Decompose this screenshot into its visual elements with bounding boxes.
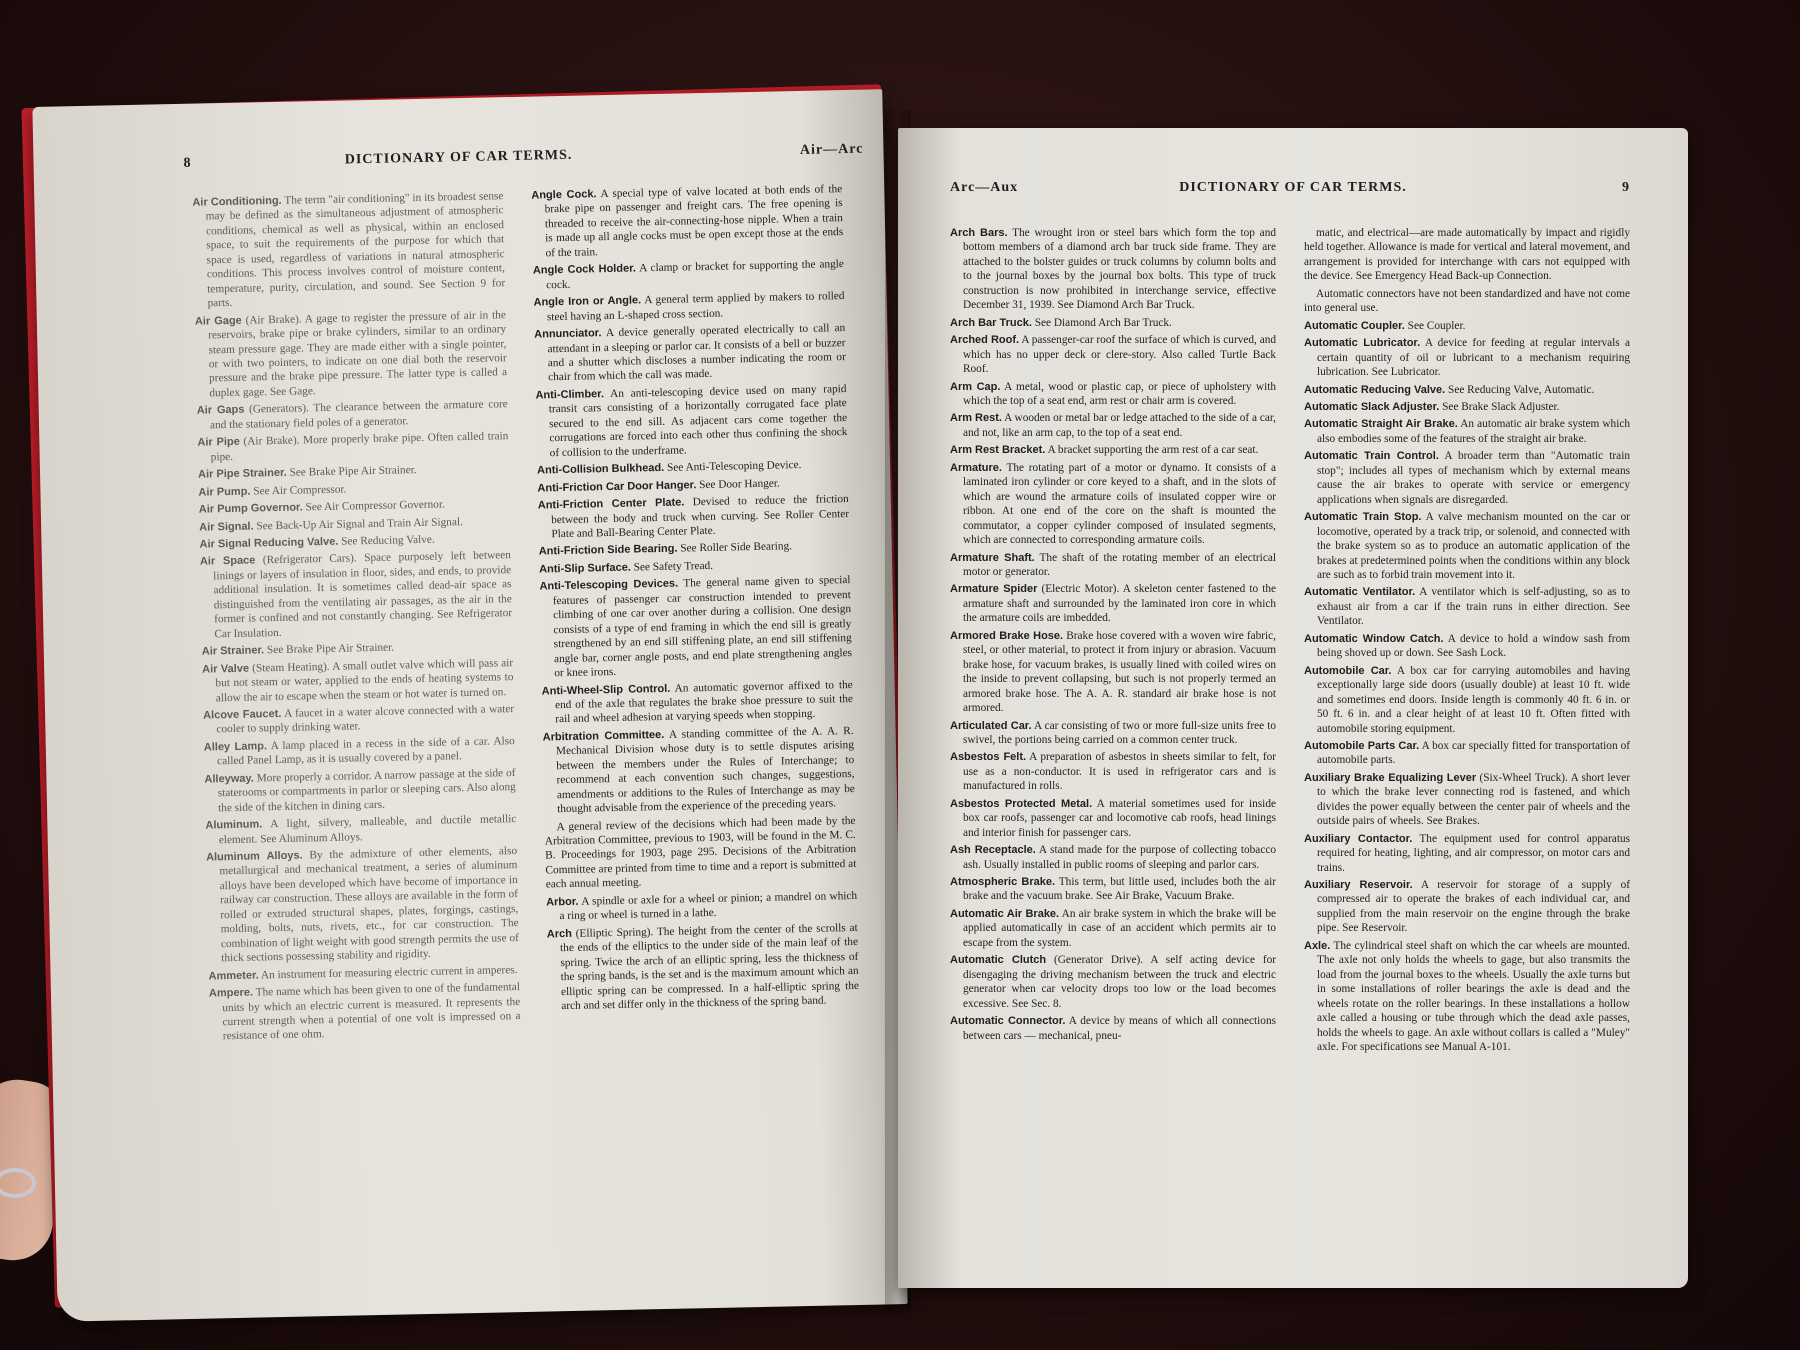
entry-definition: See Diamond Arch Bar Truck. [1034,316,1172,329]
entry-definition: An instrument for measuring electric current in amperes. [260,963,518,982]
dictionary-entry [950,907,1276,950]
entry-definition: (Generator Drive). A self acting device for disengaging the driving mechanism between the truck and electric generator when car velocity drops too low or the load becomes excessive. See Sec. 8. [963,954,1277,1010]
entry-definition: A stand made for the purpose of collecting tobacco ash. Usually installed in public rooms of sleeping and parlor cars. [963,844,1277,871]
entry-definition: A material sometimes used for inside box car roofs, passenger car and locomotive cab roofs, head linings and interior finish for passenger cars. [963,797,1276,839]
dictionary-entry [1304,226,1630,284]
dictionary-entry [1304,739,1630,768]
entry-definition: A wooden or metal bar or ledge attached to the side of a car, and not, like an arm cap, to the top of a seat end. [963,412,1276,439]
entry-definition: The name which has been given to one of the fundamental units by which an electric current is measured. It represents the current strength when a potential of one volt is impressed on a resistance of one ohm. [222,981,521,1043]
dictionary-entry [535,382,847,461]
entry-definition: (Six-Wheel Truck). A short lever to which the brake lever connecting rod is fastened, and which divides the power equally between the center pair of wheels and the outside pairs of wheels. See Brakes. [1317,771,1630,828]
dictionary-entry [205,812,517,847]
entry-term: Air Conditioning. [192,194,282,209]
entry-definition: See Back-Up Air Signal and Train Air Signal. [256,515,463,532]
entry-definition: A metal, wood or plastic cap, or piece of upholstery with which the top of a seat end, arm rest or chair arm is covered. [963,380,1277,407]
dictionary-entry [950,333,1276,376]
entry-definition: (Air Brake). More properly brake pipe. Often called train pipe. [210,430,509,464]
entry-definition: A bracket supporting the arm rest of a car seat. [1047,444,1259,457]
dictionary-entry [950,797,1276,840]
entry-definition: A passenger-car roof the surface of which is curved, and which has no upper deck or clere-story. Also called Turtle Back Roof. [963,334,1277,376]
entry-term: Air Pump Governor. [198,501,303,516]
entry-definition: More properly a corridor. A narrow passage at the side of staterooms or compartments in parlor or sleeping cars. Also along the side of the kitchen in dining cars. [217,766,516,814]
entry-term: Arbitration Committee. [542,728,665,744]
entry-definition: A box car for carrying automobiles and having exceptionally large side doors (usually double) at least 10 ft. wide and sometimes end doors. Inside length is commonly 40 ft. 6 in. or 50 ft. 6 in. and a clear height of at least 10 ft. Often fitted with automobile storing equipment. [1317,664,1631,735]
entry-term: Alcove Faucet. [203,707,282,722]
entry-term: Angle Cock. [531,188,597,202]
dictionary-entry [543,724,856,817]
entry-term: Air Signal Reducing Valve. [199,535,339,551]
dictionary-entry [1304,287,1630,316]
dictionary-entry [950,582,1276,625]
dictionary-entry [1304,319,1630,333]
entry-term: Armored Brake Hose. [950,629,1064,642]
entry-term: Ammeter. [208,969,259,983]
dictionary-entry [950,411,1276,440]
entry-term: Automatic Clutch [950,954,1047,967]
dictionary-entry [1304,585,1630,628]
left-page [32,89,907,1322]
dictionary-entry [1304,939,1630,1055]
entry-definition: A preparation of asbestos in sheets similar to felt, for use as a non-conductor. It is used in refrigerator cars and is manufactured in rolls. [963,751,1277,793]
entry-definition: A standing committee of the A. A. R. Mechanical Division whose duty is to settle disputes arising between the members under the Rules of Interchange; to recommend at each convention such changes, suggestions, amendments or additions to the Rules of Interchange as may be thought advisable from the experience of the preceding years. [555,724,855,816]
entry-definition: (Air Brake). A gage to register the pressure of air in the reservoirs, brake pipe or brake cylinders, similar to an ordinary steam pressure gage. They are made either with a single pointer, or with two pointers, to indicate on one dial both the reservoir pressure and the brake pipe pressure. The latter type is called a duplex gage. See Gage. [208,308,508,400]
entry-definition: See Anti-Telescoping Device. [666,459,802,474]
entry-term: Air Gaps [196,404,245,417]
entry-term: Arched Roof. [950,334,1020,347]
entry-definition: (Refrigerator Cars). Space purposely left between linings or layers of insulation in floor, sides, and ends, to provide additional insulation. It is sometimes called dead-air space as distinguished from the ventilating air passages, as the air in the former is confined and not constantly changing. See Refrigerator Car Insulation. [213,549,513,641]
dictionary-entry [1304,878,1630,936]
dictionary-entry [197,397,509,432]
dictionary-entry [192,189,505,311]
entry-term: Auxiliary Contactor. [1304,832,1413,845]
entry-definition: Devised to reduce the friction between the body and truck when curving. See Roller Center Plate and Ball-Bearing Center Plate. [551,493,850,541]
entry-definition: A device generally operated electrically to call an attendant in a sleeping or parlor car. It consists of a bell or buzzer and a shutter which discloses a number indicating the room or chair from which the call was made. [547,322,846,384]
entry-definition: A spindle or axle for a wheel or pinion; a mandrel on which a ring or wheel is turned in a lathe. [559,889,858,923]
entry-definition: The term "air conditioning" in its broadest sense may be defined as the simultaneous adjustment of atmospheric conditions, chemical as well as physical, within an enclosed space, to suit the requirements of the purpose for which that space is used, regardless of variations in natural atmospheric conditions. This process involves control of moisture content, temperature, purity, circulation, and sound. See Section 9 for parts. [205,190,506,310]
entry-term: Automatic Reducing Valve. [1304,383,1446,396]
column [192,189,521,1047]
right-page-columns [950,226,1630,1057]
dictionary-entry [204,766,516,816]
dictionary-entry [197,429,509,464]
dictionary-entry [950,226,1276,313]
entry-definition: matic, and electrical—are made automatically by impact and rigidly held together. Allowance is made for vertical and lateral movement, and arrangement is provided for interchange with cars not equipped with the device. See Emergency Head Back-up Connection. [1304,227,1630,283]
entry-term: Armature Spider [950,583,1038,596]
column [531,182,860,1040]
entry-definition: A special type of valve located at both ends of the brake pipe on passenger and freight cars. The free opening is threaded to receive the air-connecting-hose nipple. When a train is made up all angle cocks must be open except those at the ends of the train. [544,183,844,260]
entry-term: Air Pipe Strainer. [197,466,287,481]
dictionary-entry [950,1014,1276,1043]
entry-term: Automatic Train Stop. [1304,511,1422,524]
entry-definition: A car consisting of two or more full-size units free to swivel, the portions being carried on a common center truck. [963,719,1276,746]
entry-definition: A broader term than "Automatic train stop"; includes all types of mechanism which by external means cause the air brakes to operate with service or emergency applications when signals are disregarded. [1317,450,1630,506]
dictionary-entry [950,875,1276,904]
entry-term: Asbestos Protected Metal. [950,797,1093,810]
entry-definition: A lamp placed in a recess in the side of a car. Also called Panel Lamp, as it is usually covered by a panel. [216,734,515,768]
entry-definition: See Air Compressor. [253,483,347,498]
entry-term: Automobile Parts Car. [1304,739,1420,752]
dictionary-entry [547,921,860,1014]
dictionary-entry [533,257,845,292]
dictionary-entry [950,719,1276,748]
entry-term: Automatic Train Control. [1304,450,1439,463]
entry-term: Air Pump. [198,485,251,499]
entry-definition: A box car specially fitted for transportation of automobile parts. [1317,739,1630,767]
dictionary-entry [539,573,852,681]
entry-term: Anti-Telescoping Devices. [539,577,679,593]
entry-definition: An air brake system in which the brake will be applied automatically in case of an accident which permits air to escape from the system. [963,907,1276,949]
entry-term: Annunciator. [534,327,602,341]
entry-term: Air Space [199,554,256,569]
dictionary-entry [950,953,1276,1011]
entry-term: Arch Bar Truck. [950,316,1032,329]
dictionary-entry [195,308,508,401]
running-title: DICTIONARY OF CAR TERMS. [344,147,573,168]
entry-term: Alley Lamp. [203,740,268,754]
entry-term: Automatic Air Brake. [950,907,1060,920]
dictionary-entry [206,844,519,966]
entry-definition: See Roller Side Bearing. [680,540,793,555]
entry-definition: Automatic connectors have not been standardized and have not come into general use. [1304,287,1630,315]
entry-term: Air Pipe [197,436,240,449]
entry-definition: An anti-telescoping device used on many rapid transit cars consisting of a horizontally corrugated face plate secured to the end sill. As adjacent cars come together the corrugations are forced into each other thus confining the shock of collision to the underframe. [548,382,848,459]
dictionary-entry [1304,449,1630,507]
dictionary-entry [950,551,1276,580]
entry-definition: (Steam Heating). A small outlet valve which will pass air but not steam or water, applied to the ends of heating systems to allow the air to escape when the steam or hot water is turned on. [215,656,514,704]
entry-term: Anti-Friction Side Bearing. [538,543,678,558]
entry-term: Angle Iron or Angle. [533,294,642,309]
entry-definition: See Door Hanger. [699,477,780,491]
entry-term: Automatic Window Catch. [1304,632,1444,645]
dictionary-entry [950,750,1276,793]
entry-definition: A ventilator which is self-adjusting, so as to exhaust air from a car if the train runs in either direction. See Ventilator. [1317,586,1631,628]
entry-term: Armature Shaft. [950,551,1035,564]
right-page [898,128,1688,1288]
dictionary-entry [203,702,515,737]
dictionary-entry [544,814,856,893]
dictionary-entry [531,182,843,261]
entry-definition: See Brake Slack Adjuster. [1442,400,1560,413]
entry-term: Aluminum Alloys. [206,849,303,864]
entry-term: Air Valve [202,662,250,676]
entry-term: Armature. [950,461,1002,474]
entry-term: Air Gage [194,314,242,328]
entry-definition: An automatic air brake system which also embodies some of the features of the straight air brake. [1317,418,1631,445]
dictionary-entry [950,380,1276,409]
entry-definition: The rotating part of a motor or dynamo. It consists of a laminated iron cylinder or core keyed to a shaft, and in the slots of which are wound the armature coils of insulated copper wire or ribbon. At one end of the core on the shaft is mounted the commutator, a copper cylinder composed of insulated segments, which are connected to corresponding armature coils. [963,461,1276,547]
dictionary-entry [1304,632,1630,661]
entry-term: Anti-Slip Surface. [539,561,631,576]
entry-term: Automatic Slack Adjuster. [1304,400,1440,413]
entry-term: Air Signal. [199,520,254,534]
dictionary-entry [950,629,1276,716]
entry-definition: See Brake Pipe Air Strainer. [266,641,395,657]
entry-term: Anti-Wheel-Slip Control. [541,682,671,697]
entry-definition: The wrought iron or steel bars which form the top and bottom members of a diamond arch bar truck side frame. They are attached to the bolster guides or truck columns by column bolts and to the journal boxes by the journal box bolts. This type of truck construction is now prohibited in interchange service, effective December 31, 1939. See Diamond Arch Bar Truck. [963,227,1276,312]
dictionary-entry [950,461,1276,548]
entry-term: Automatic Coupler. [1304,319,1405,332]
dictionary-entry [538,492,850,542]
entry-definition: Brake hose covered with a woven wire fabric, steel, or other material, to protect it from injury or abrasion. Vacuum brake hose, for vacuum brakes, is usually lined with coiled wires on the inside to prevent collapsing, but such is not properly termed an armored brake hose. The A. A. R. standard air brake hose is not armored. [963,629,1276,715]
dictionary-entry [1304,417,1630,446]
entry-definition: The shaft of the rotating member of an electrical motor or generator. [963,551,1276,578]
entry-definition: A general review of the decisions which had been made by the Arbitration Committee, previous to 1903, will be found in the M. C. B. Proceedings for 1903, page 295. Decisions of the Arbitration Committee are printed from time to time and a report is submitted at each annual meeting. [544,814,857,891]
entry-definition: A faucet in a water alcove connected with a water cooler to supply drinking water. [216,703,515,736]
entry-definition: A valve mechanism mounted on the car or locomotive, operated by a track trip, or solenoid, and connected with the brake system so as to produce an automatic application of the brakes at predetermined points when the conditions within any block are such as to forbid train movement into it. [1317,511,1630,581]
entry-term: Air Strainer. [201,644,265,658]
dictionary-entry [1304,400,1630,414]
column [1304,226,1630,1057]
dictionary-entry [202,656,514,706]
entry-term: Auxiliary Brake Equalizing Lever [1304,771,1477,784]
entry-definition: (Electric Motor). A skeleton center fastened to the armature shaft and surrounded by the laminated iron core in which the armature coils are imbedded. [963,583,1276,625]
entry-term: Automatic Straight Air Brake. [1304,418,1458,431]
entry-term: Arch [546,927,572,941]
entry-definition: This term, but little used, includes both the air brake and the vacuum brake. See Air Brake, Vacuum Brake. [963,876,1276,903]
entry-term: Automatic Ventilator. [1304,586,1416,599]
dictionary-entry [1304,664,1630,736]
entry-definition: A clamp or bracket for supporting the angle cock. [546,258,844,292]
entry-definition: The general name given to special features of passenger car construction intended to prevent climbing of one car over another during a collision. One design consists of a type of end framing in which the end sill is greatly strengthened by an end sill stiffening plate, an end sill stiffening angle bar, corner angle posts, and end plate strengthening angles or knee irons. [552,574,853,680]
entry-definition: A device by means of which all connections between cars — mechanical, pneu- [963,1015,1276,1042]
entry-definition: A device to hold a window sash from being shoved up or down. See Sash Lock. [1317,632,1630,660]
entry-term: Angle Cock Holder. [532,262,636,277]
entry-definition: The cylindrical steel shaft on which the car wheels are mounted. The axle not only holds the wheels to gage, but also transmits the load from the journal boxes to the wheels. Usually the axle turns but in some installations of roller bearings the axle is dead and the wheels rotate on the roller bearings. In these installations a hollow axle called a housing or tube through which the dead axle passes, holds the wheels to gage. An axle without collars is called a "Muley" axle. For specifications see Manual A-101. [1317,939,1630,1054]
dictionary-entry [1304,832,1630,875]
entry-definition: See Safety Tread. [633,559,714,574]
entry-term: Arm Rest Bracket. [950,444,1046,457]
running-title: DICTIONARY OF CAR TERMS. [1179,180,1407,195]
dictionary-entry [1304,510,1630,582]
entry-term: Axle. [1304,939,1331,952]
entry-term: Anti-Climber. [535,388,605,402]
dictionary-entry [204,734,516,769]
entry-term: Arch Bars. [950,227,1008,239]
entry-definition: See Reducing Valve, Automatic. [1448,383,1595,396]
entry-definition: By the admixture of other elements, also metallurgical and mechanical treatment, a series of aluminum alloys have been developed which have become of importance in railway car construction. These alloys are available in the form of rolled or extruded structural shapes, plates, forgings, castings, molding, bolts, nuts, rivets, etc., for car construction. The combination of light weight with good strength permits the use of thick sections possessing stability and rigidity. [219,845,520,965]
entry-term: Automobile Car. [1304,664,1392,677]
column [950,226,1276,1057]
entry-term: Arm Rest. [950,412,1002,425]
dictionary-entry [1304,771,1630,829]
entry-term: Arbor. [546,895,579,909]
entry-definition: The equipment used for control apparatus required for heating, lighting, and air compressor, on motor cars and trains. [1317,832,1630,874]
dictionary-entry [1304,336,1630,379]
entry-definition: See Reducing Valve. [341,533,435,548]
dictionary-entry [542,677,854,727]
entry-definition: An automatic governor affixed to the end of the axle that regulates the brake shoe pressure to suit the rail and wheel adhesion at varying speeds when stopping. [554,678,854,726]
dictionary-entry [546,889,858,924]
entry-definition: See Brake Pipe Air Strainer. [289,464,417,479]
guide-words: Air—Arc [799,141,864,158]
dictionary-entry [209,980,521,1044]
entry-term: Anti-Friction Car Door Hanger. [537,478,697,495]
left-page-header [33,141,883,183]
entry-definition: A light, silvery, malleable, and ductile metallic element. See Aluminum Alloys. [218,813,517,846]
entry-term: Arm Cap. [950,380,1001,393]
entry-term: Ash Receptacle. [950,844,1036,857]
dictionary-entry [950,443,1276,457]
entry-term: Anti-Collision Bulkhead. [536,462,665,477]
entry-definition: See Coupler. [1407,319,1466,332]
entry-definition: A device for feeding at regular intervals a certain quantity of oil or lubricant to a mechanism requiring lubrication. See Lubricator. [1317,337,1630,379]
entry-definition: A general term applied by makers to rolled steel having an L-shaped cross section. [546,290,845,323]
entry-term: Asbestos Felt. [950,751,1027,764]
entry-term: Ampere. [208,986,254,1000]
page-number: 8 [183,155,192,171]
left-page-columns [192,182,860,1047]
dictionary-entry [200,549,513,642]
page-number: 9 [1622,180,1630,195]
entry-term: Anti-Friction Center Plate. [537,496,685,512]
dictionary-entry [534,321,846,385]
entry-definition: A reservoir for storage of a supply of compressed air to operate the brakes of each individual car, and supplied from the main reservoir on the engine through the brake pipe. See Reservoir. [1317,879,1630,935]
entry-term: Automatic Connector. [950,1015,1066,1028]
entry-definition: See Air Compressor Governor. [305,498,445,514]
dictionary-entry [950,843,1276,872]
entry-term: Automatic Lubricator. [1304,337,1421,350]
dictionary-entry [1304,383,1630,397]
entry-definition: (Generators). The clearance between the armature core and the stationary field poles of a generator. [209,398,508,432]
entry-term: Atmospheric Brake. [950,876,1056,889]
dictionary-entry [533,289,845,324]
entry-definition: (Elliptic Spring). The height from the center of the scrolls at the ends of the elliptics to the under side of the main leaf of the spring. Twice the arch of an elliptic spring, less the thickness of the spring bands, is the set and is the maximum amount which an elliptic spring can be compressed. In a half-elliptic spring the arch and set differ only in the thickness of the spring band. [559,921,860,1013]
dictionary-entry [950,316,1276,330]
entry-term: Auxiliary Reservoir. [1304,879,1413,892]
entry-term: Aluminum. [205,818,263,832]
entry-term: Alleyway. [204,772,254,786]
guide-words: Arc—Aux [950,180,1019,195]
right-page-header [898,180,1688,204]
entry-term: Articulated Car. [950,719,1032,732]
